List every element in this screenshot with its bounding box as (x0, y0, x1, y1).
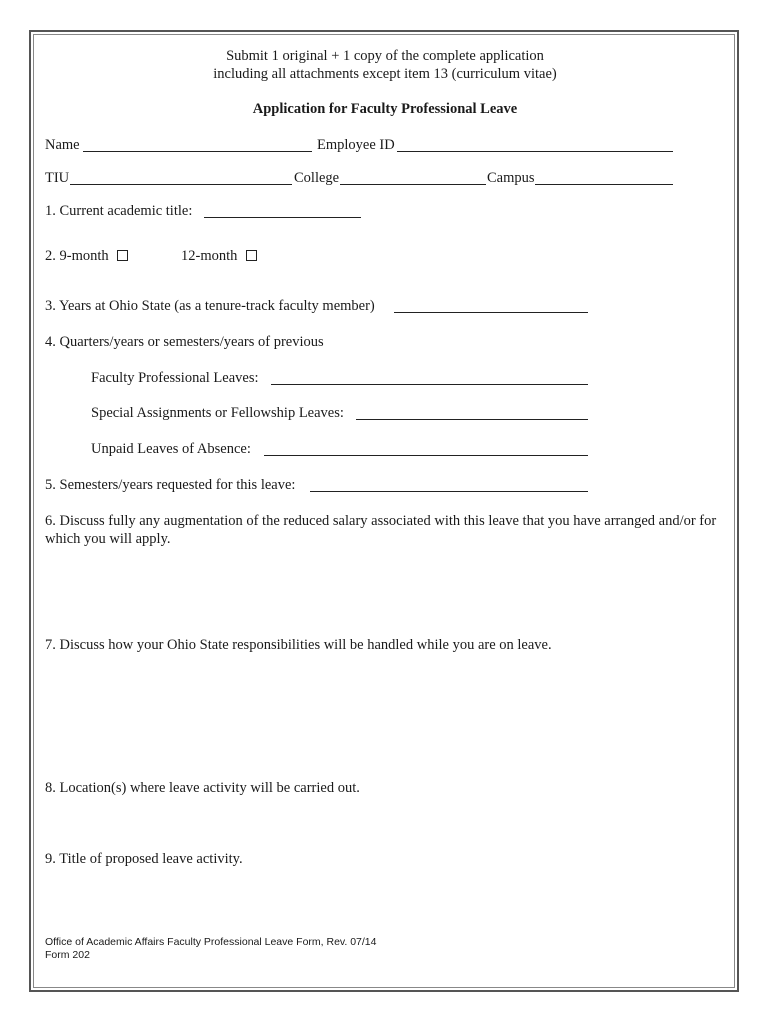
q1-label: 1. Current academic title: (45, 203, 193, 219)
q8-response-area[interactable] (45, 800, 725, 846)
footer-form-number: Form 202 (45, 949, 90, 961)
instruction-line-1: Submit 1 original + 1 copy of the complete application (226, 48, 544, 64)
q7-text: 7. Discuss how your Ohio State responsibilities will be handled while you are on leave. (45, 637, 552, 653)
faculty-professional-leaves-field[interactable] (271, 384, 588, 385)
q6-response-area[interactable] (45, 550, 725, 630)
q7-response-area[interactable] (45, 658, 725, 776)
footer-form-info: Office of Academic Affairs Faculty Professional Leave Form, Rev. 07/14 (45, 936, 377, 948)
academic-title-field[interactable] (204, 217, 361, 218)
q4c-label: Unpaid Leaves of Absence: (91, 441, 251, 457)
instruction-line-2: including all attachments except item 13 (curriculum vitae) (213, 66, 557, 82)
q9-response-area[interactable] (45, 871, 725, 926)
q4b-label: Special Assignments or Fellowship Leaves: (91, 405, 344, 421)
college-field[interactable] (340, 184, 486, 185)
name-field[interactable] (83, 151, 312, 152)
college-label: College (294, 170, 340, 186)
q5-label: 5. Semesters/years requested for this leave: (45, 477, 296, 493)
unpaid-leaves-field[interactable] (264, 455, 588, 456)
q9-text: 9. Title of proposed leave activity. (45, 851, 243, 867)
semesters-requested-field[interactable] (310, 491, 588, 492)
q6-text: 6. Discuss fully any augmentation of the reduced salary associated with this leave that you have arranged and/or for which you will apply. (45, 513, 717, 547)
q4-label: 4. Quarters/years or semesters/years of previous (45, 334, 324, 350)
years-at-ohio-state-field[interactable] (394, 312, 588, 313)
nine-month-checkbox[interactable] (117, 250, 128, 261)
twelve-month-checkbox[interactable] (246, 250, 257, 261)
name-label: Name (45, 137, 80, 153)
q3-label: 3. Years at Ohio State (as a tenure-track faculty member) (45, 298, 375, 314)
campus-field[interactable] (535, 184, 673, 185)
employee-id-label: Employee ID (317, 137, 395, 153)
form-title: Application for Faculty Professional Leave (252, 101, 518, 117)
tiu-label: TIU (45, 170, 70, 186)
q8-text: 8. Location(s) where leave activity will be carried out. (45, 780, 360, 796)
special-assignments-field[interactable] (356, 419, 588, 420)
campus-label: Campus (487, 170, 535, 186)
q2-label: 2. 9-month (45, 248, 109, 264)
twelve-month-label: 12-month (181, 248, 238, 264)
employee-id-field[interactable] (397, 151, 673, 152)
tiu-field[interactable] (70, 184, 292, 185)
q4a-label: Faculty Professional Leaves: (91, 370, 259, 386)
